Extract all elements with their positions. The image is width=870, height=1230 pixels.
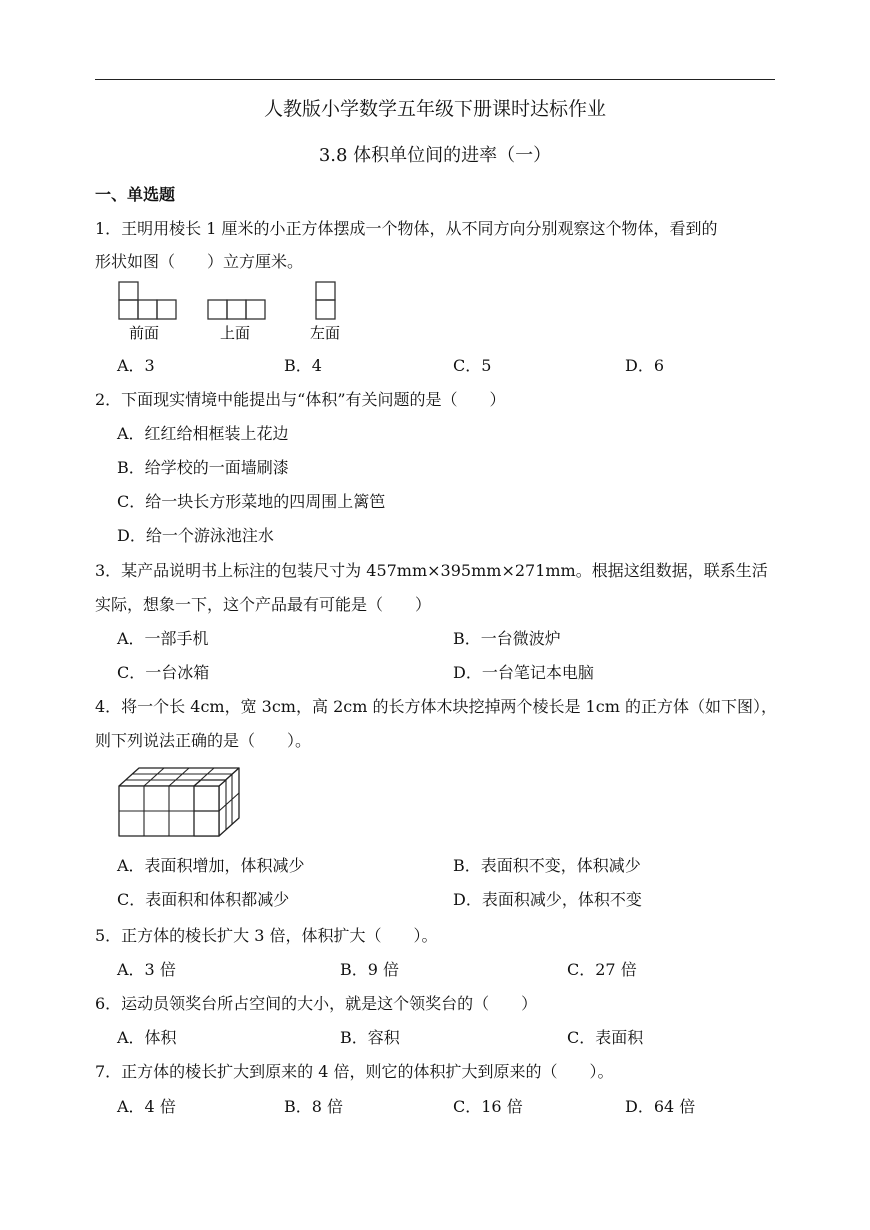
top-view-cell bbox=[227, 300, 246, 319]
top-view-cell bbox=[208, 300, 227, 319]
question-3-option-b: B．一台微波炉 bbox=[453, 629, 561, 648]
question-2-option-c: C．给一块长方形菜地的四周围上篱笆 bbox=[117, 492, 386, 511]
question-6-option-a: A．体积 bbox=[117, 1028, 177, 1047]
question-2-line-1: 2．下面现实情境中能提出与“体积”有关问题的是（ ） bbox=[95, 390, 506, 409]
front-view-cell bbox=[119, 300, 138, 319]
question-7-option-b: B．8 倍 bbox=[284, 1097, 344, 1116]
question-5-option-b: B．9 倍 bbox=[340, 960, 400, 979]
question-1-option-b: B．4 bbox=[284, 356, 322, 375]
question-3-line-1: 3．某产品说明书上标注的包装尺寸为 457mm×395mm×271mm。根据这组数据，联系生活 bbox=[95, 561, 768, 580]
question-6-option-c: C．表面积 bbox=[567, 1028, 644, 1047]
question-4-line-2: 则下列说法正确的是（ ）。 bbox=[95, 731, 312, 750]
question-1-option-d: D．6 bbox=[625, 356, 665, 375]
question-1-line-1: 1．王明用棱长 1 厘米的小正方体摆成一个物体，从不同方向分别观察这个物体，看到的 bbox=[95, 219, 718, 238]
question-5-line-1: 5．正方体的棱长扩大 3 倍，体积扩大（ ）。 bbox=[95, 926, 438, 945]
top-view-cell bbox=[246, 300, 265, 319]
front-view-cell bbox=[119, 282, 138, 300]
question-7-option-c: C．16 倍 bbox=[453, 1097, 523, 1116]
document-subtitle: 3.8 体积单位间的进率（一） bbox=[318, 145, 552, 166]
left-view-label: 左面 bbox=[310, 324, 341, 342]
question-1-line-2: 形状如图（ ）立方厘米。 bbox=[95, 252, 304, 271]
question-4-option-b: B．表面积不变，体积减少 bbox=[453, 856, 641, 875]
question-4-option-d: D．表面积减少，体积不变 bbox=[453, 890, 642, 909]
top-view-label: 上面 bbox=[220, 324, 251, 342]
question-5-option-c: C．27 倍 bbox=[567, 960, 637, 979]
question-1-option-c: C．5 bbox=[453, 356, 492, 375]
header-rule bbox=[95, 79, 775, 80]
front-view-label: 前面 bbox=[129, 324, 160, 342]
document-title: 人教版小学数学五年级下册课时达标作业 bbox=[263, 98, 606, 120]
question-2-option-a: A．红红给相框装上花边 bbox=[117, 424, 289, 443]
question-7-option-a: A．4 倍 bbox=[117, 1097, 176, 1116]
section-heading: 一、单选题 bbox=[95, 185, 176, 204]
question-2-option-d: D．给一个游泳池注水 bbox=[117, 526, 274, 545]
question-3-option-d: D．一台笔记本电脑 bbox=[453, 663, 594, 682]
question-7-line-1: 7．正方体的棱长扩大到原来的 4 倍，则它的体积扩大到原来的（ ）。 bbox=[95, 1062, 614, 1081]
left-view-cell bbox=[316, 300, 335, 319]
question-4-option-c: C．表面积和体积都减少 bbox=[117, 890, 290, 909]
left-view-cell bbox=[316, 282, 335, 300]
question-3-option-a: A．一部手机 bbox=[117, 629, 209, 648]
question-4-option-a: A．表面积增加，体积减少 bbox=[117, 856, 305, 875]
question-6-line-1: 6．运动员领奖台所占空间的大小，就是这个领奖台的（ ） bbox=[95, 994, 538, 1013]
question-2-option-b: B．给学校的一面墙刷漆 bbox=[117, 458, 289, 477]
question-3-option-c: C．一台冰箱 bbox=[117, 663, 210, 682]
question-4-line-1: 4．将一个长 4cm，宽 3cm，高 2cm 的长方体木块挖掉两个棱长是 1cm 的正方体（如下图）， bbox=[95, 697, 777, 716]
question-3-line-2: 实际，想象一下，这个产品最有可能是（ ） bbox=[95, 595, 432, 614]
question-5-option-a: A．3 倍 bbox=[117, 960, 176, 979]
front-view-cell bbox=[157, 300, 176, 319]
question-1-option-a: A．3 bbox=[117, 356, 155, 375]
question-7-option-d: D．64 倍 bbox=[625, 1097, 696, 1116]
cuboid-figure bbox=[115, 760, 245, 840]
question-6-option-b: B．容积 bbox=[340, 1028, 400, 1047]
front-view-cell bbox=[138, 300, 157, 319]
three-view-figure bbox=[115, 280, 355, 342]
